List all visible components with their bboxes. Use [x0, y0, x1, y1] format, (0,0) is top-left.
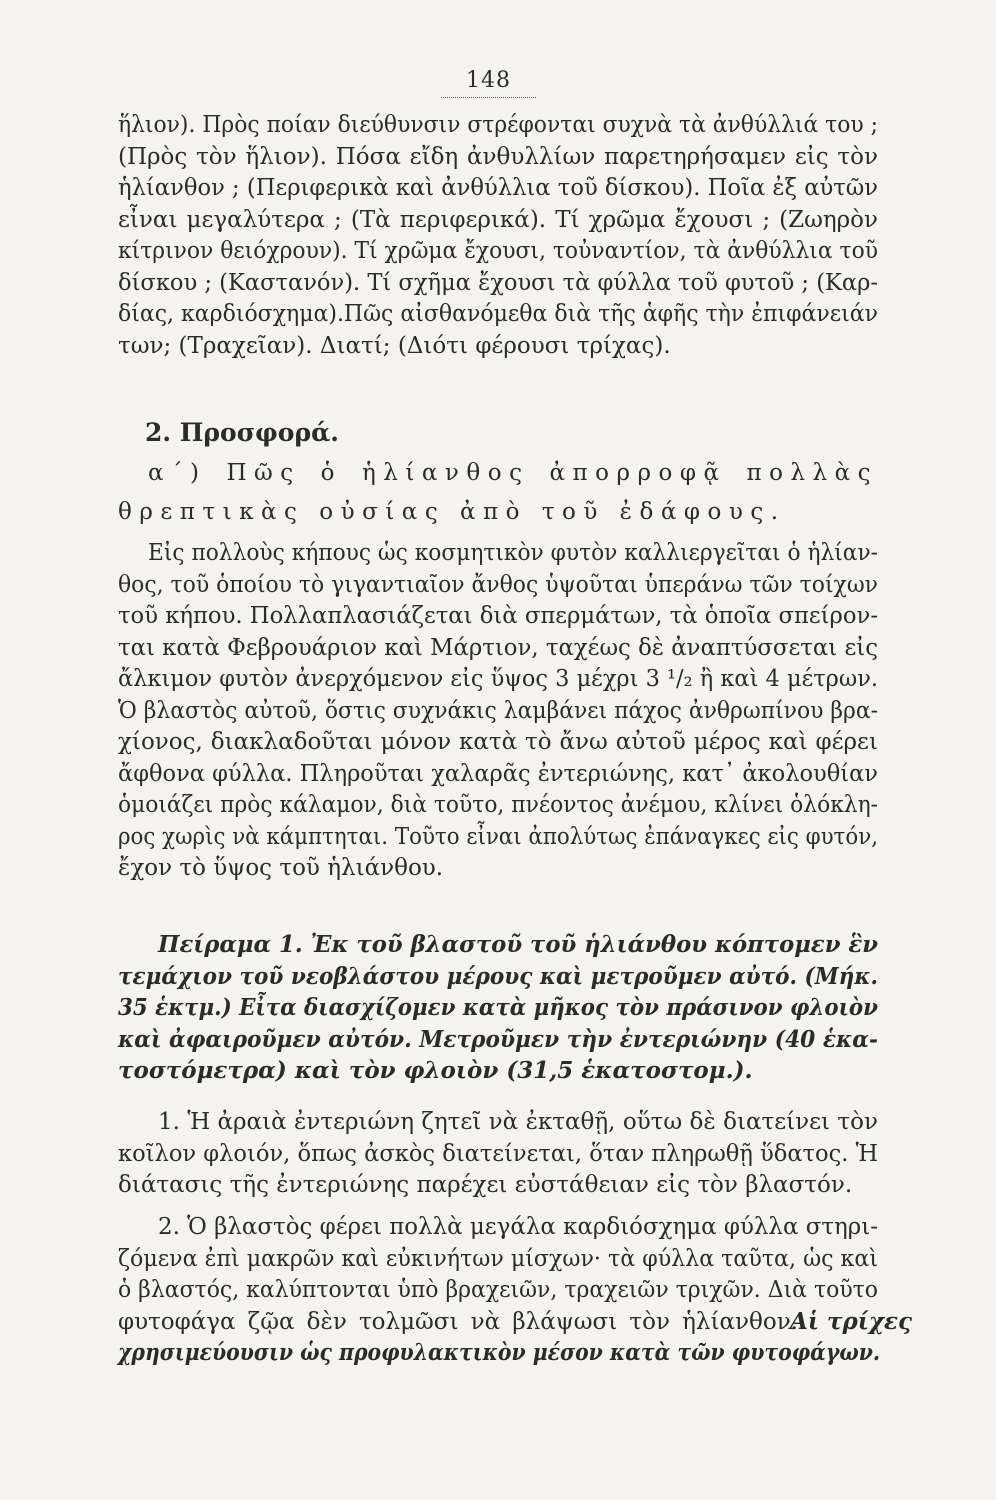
experiment-line: 35 ἑκτμ.) Εἶτα διασχίζομεν κατὰ μῆκος τὸν πράσινον φλοιὸν	[118, 994, 878, 1021]
paragraph-2-line: ὁμοιάζει πρὸς κάλαμον, διὰ τοῦτο, πνέοντος ἀνέμου, κλίνει ὁλόκλη-	[118, 792, 878, 818]
paragraph-2-line: τοῦ κήπου. Πολλαπλασιάζεται διὰ σπερμάτων, τὰ ὁποῖα σπείρον-	[118, 603, 878, 629]
paragraph-2-line: Ὁ βλαστὸς αὐτοῦ, ὅστις συχνάκις λαμβάνει πάχος ἀνθρωπίνου βρα-	[118, 697, 878, 724]
paragraph-2-line: ἄλκιμον φυτὸν ἀνερχόμενον εἰς ὕψος 3 μέχρι 3 ¹/₂ ἢ καὶ 4 μέτρων.	[118, 666, 878, 692]
page-number-rule	[441, 97, 536, 98]
point-2-line: 2. Ὁ βλαστὸς φέρει πολλὰ μεγάλα καρδιόσχημα φύλλα στηρι-	[158, 1214, 878, 1240]
paragraph-2-line: ἔχον τὸ ὕψος τοῦ ἡλιάνθου.	[118, 855, 444, 881]
subheading-line: α΄) Πῶς ὁ ἡλίανθος ἀπορροφᾷ πολλὰς	[148, 460, 878, 486]
paragraph-2-line: ρος χωρὶς νὰ κάμπτηται. Τοῦτο εἶναι ἀπολύτως ἐπάναγκες εἰς φυτόν,	[118, 823, 878, 850]
section-heading: 2. Προσφορά.	[145, 418, 340, 447]
paragraph-1-line: δίας, καρδιόσχημα).Πῶς αἰσθανόμεθα διὰ τῆς ἁφῆς τὴν ἐπιφάνειάν	[118, 301, 878, 327]
paragraph-1-line: ἥλιον). Πρὸς ποίαν διεύθυνσιν στρέφονται συχνὰ τὰ ἀνθύλλιά του ;	[118, 112, 878, 138]
paragraph-2-line: Εἰς πολλοὺς κήπους ὡς κοσμητικὸν φυτὸν καλλιεργεῖται ὁ ἡλίαν-	[148, 540, 878, 566]
paragraph-1-line: δίσκου ; (Καστανόν). Τί σχῆμα ἔχουσι τὰ φύλλα τοῦ φυτοῦ ; (Καρ-	[118, 269, 878, 296]
paragraph-2-line: θος, τοῦ ὁποίου τὸ γιγαντιαῖον ἄνθος ὑψοῦται ὑπεράνω τῶν τοίχων	[118, 571, 878, 598]
point-2-line: φυτοφάγα ζῷα δὲν τολμῶσι νὰ βλάψωσι τὸν ἡλίανθον.	[118, 1308, 798, 1335]
point-2-italic-line: Αἱ τρίχες	[790, 1307, 912, 1335]
point-1-line: διάτασις τῆς ἐντεριώνης παρέχει εὐστάθειαν εἰς τὸν βλαστόν.	[118, 1172, 853, 1198]
experiment-line: Πείραμα 1. Ἐκ τοῦ βλαστοῦ τοῦ ἡλιάνθου κόπτομεν ἓν	[158, 931, 878, 958]
paragraph-1-line: ἡλίανθον ; (Περιφερικὰ καὶ ἀνθύλλια τοῦ δίσκου). Ποῖα ἐξ αὐτῶν	[118, 175, 878, 201]
subheading-line: θρεπτικὰς οὐσίας ἀπὸ τοῦ ἐδάφους.	[118, 499, 786, 525]
experiment-line: καὶ ἀφαιροῦμεν αὐτόν. Μετροῦμεν τὴν ἐντεριώνην (40 ἑκα-	[118, 1025, 878, 1053]
point-2-final-line: χρησιμεύουσιν ὡς προφυλακτικὸν μέσον κατὰ τῶν φυτοφάγων.	[118, 1339, 880, 1366]
point-2-line: ὁ βλαστός, καλύπτονται ὑπὸ βραχειῶν, τραχειῶν τριχῶν. Διὰ τοῦτο	[118, 1277, 878, 1303]
page-number: 148	[466, 68, 511, 93]
point-1-line: κοῖλον φλοιόν, ὅπως ἀσκὸς διατείνεται, ὅταν πληρωθῇ ὕδατος. Ἡ	[118, 1140, 878, 1167]
experiment-line: τεμάχιον τοῦ νεοβλάστου μέρους καὶ μετροῦμεν αὐτό. (Μήκ.	[118, 962, 878, 990]
point-2-line: ζόμενα ἐπὶ μακρῶν καὶ εὐκινήτων μίσχων· τὰ φύλλα ταῦτα, ὡς καὶ	[118, 1245, 878, 1272]
paragraph-2-line: ται κατὰ Φεβρουάριον καὶ Μάρτιον, ταχέως δὲ ἀναπτύσσεται εἰς	[118, 634, 878, 661]
paragraph-1-line: (Πρὸς τὸν ἥλιον). Πόσα εἴδη ἀνθυλλίων παρετηρήσαμεν εἰς τὸν	[118, 143, 878, 170]
paragraph-1-line: των; (Τραχεῖαν). Διατί; (Διότι φέρουσι τρίχας).	[118, 332, 671, 359]
paragraph-1-line: κίτρινον θειόχρουν). Τί χρῶμα ἔχουσι, τοὐναντίον, τὰ ἀνθύλλια τοῦ	[118, 238, 878, 264]
paragraph-2-line: χίονος, διακλαδοῦται μόνον κατὰ τὸ ἄνω αὐτοῦ μέρος καὶ φέρει	[118, 729, 878, 755]
paragraph-2-line: ἄφθονα φύλλα. Πληροῦται χαλαρᾶς ἐντεριώνης, κατ᾽ ἀκολουθίαν	[118, 760, 878, 787]
paragraph-1-line: εἶναι μεγαλύτερα ; (Τὰ περιφερικά). Τί χρῶμα ἔχουσι ; (Ζωηρὸν	[118, 206, 878, 233]
experiment-line: τοστόμετρα) καὶ τὸν φλοιὸν (31,5 ἑκατοστομ.).	[118, 1057, 753, 1084]
point-1-line: 1. Ἡ ἀραιὰ ἐντεριώνη ζητεῖ νὰ ἐκταθῇ, οὕτω δὲ διατείνει τὸν	[158, 1109, 878, 1135]
